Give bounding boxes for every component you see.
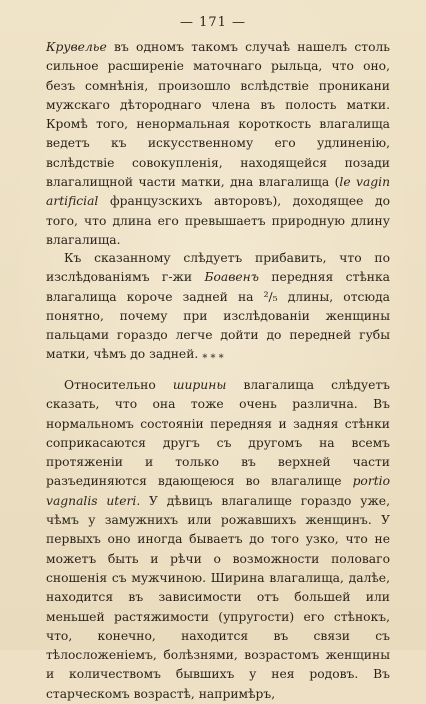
paragraph-cruveilhier: [46, 38, 390, 250]
text-run: У дѣвицъ влагалище гораздо уже, чѣмъ у замужнихъ или рожавшихъ женщинъ. У первыхъ оно иногда бываетъ до того узко, что не можетъ быть и рѣчи о возможности половаго сношенія съ мужчиною. Ширина влагалища, далѣе, находится въ зависимости отъ большей или меньшей растяжимости (упругости) его стѣнокъ, что, конечно, находится въ связи съ тѣлосложеніемъ, болѣзнями, возрастомъ женщины и количествомъ бывшихъ у нея родовъ. Въ старческомъ возрастѣ, напримѣръ,: [46, 493, 390, 701]
text-run: передняя стѣнка влагалища короче задней на ²/₅ длины, отсюда понятно, почему при изслѣдованіи женщины пальцами гораздо легче дойти до передней губы матки, чѣмъ до задней.: [46, 270, 390, 362]
emphasis-term: ширины: [172, 378, 227, 392]
latin-term: le vagin artificial: [46, 175, 390, 209]
paragraph-text: [46, 376, 390, 704]
author-name: Крувелье: [46, 40, 107, 54]
page-number: — 171 —: [179, 15, 247, 30]
text-run: въ одномъ такомъ случаѣ нашелъ столь сильное расширеніе маточнаго рыльца, что оно, безъ сомнѣнія, произошло вслѣдствіе проникани мужскаго дѣтороднаго члена въ полость матки. Кромѣ того, ненормальная короткость влагалища ведетъ къ искусственному его удлиненію, вслѣдствіе совокупленія, находящейся позади влагалищной части матки, дна влагалища (: [46, 40, 390, 190]
paragraph-text: [46, 249, 390, 365]
section-divider: [0, 355, 426, 362]
asterism: * * *: [202, 353, 224, 364]
text-run: французскихъ авторовъ), доходящее до того, что длина его превышаетъ природную длину влагалища.: [46, 194, 390, 247]
author-name: Боавенъ: [204, 270, 259, 285]
paragraph-text: [46, 38, 390, 250]
paragraph-width: [46, 376, 390, 704]
paragraph-boivin: [46, 249, 390, 365]
latin-term: portio vagnalis uteri.: [46, 474, 390, 508]
text-run: влагалища слѣдуетъ сказать, что она тоже очень различна. Въ нормальномъ состояніи передняя и задняя стѣнки соприкасаются другъ съ другомъ на всемъ протяженіи и только въ верхней части разъединяются вдающеюся во влагалище: [46, 378, 390, 489]
text-run: Къ сказанному слѣдуетъ прибавить, что по изслѣдованіямъ г-жи: [46, 251, 390, 285]
text-run: Относительно: [64, 378, 173, 392]
